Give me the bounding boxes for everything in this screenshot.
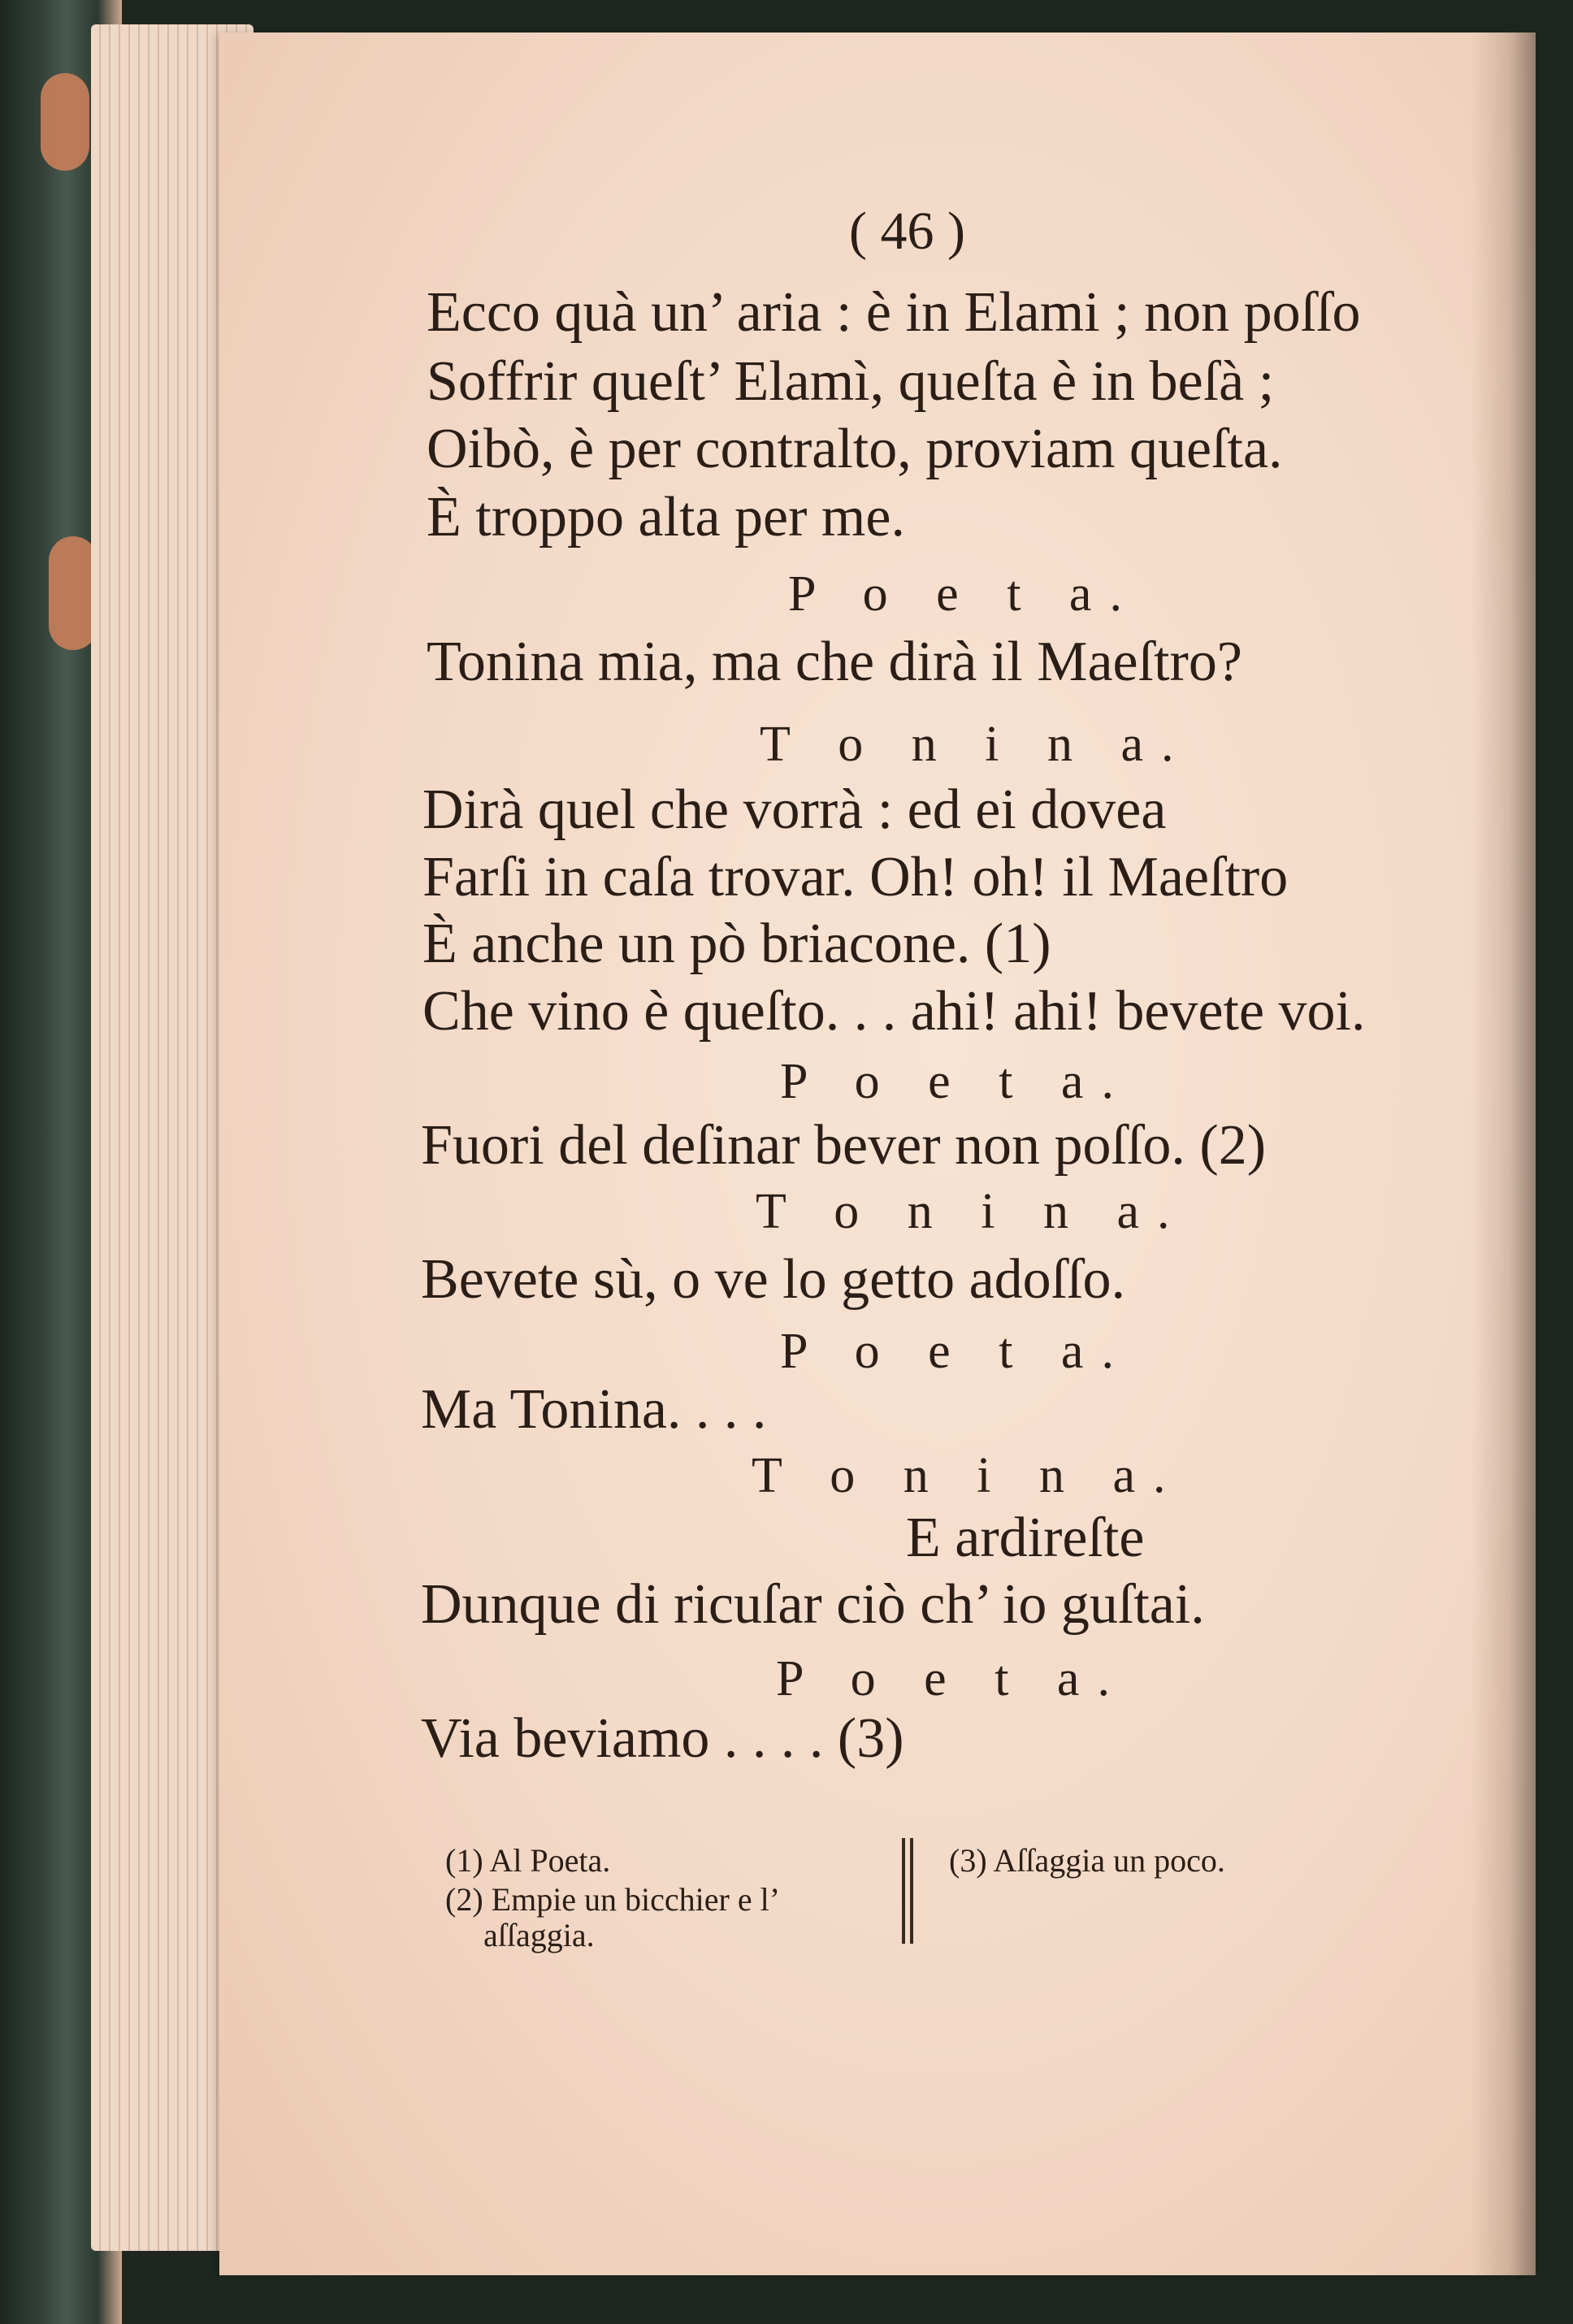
verse-line: Tonina mia, ma che dirà il Maeſtro? xyxy=(427,631,1242,693)
spine-wear-mark xyxy=(41,73,89,171)
footnote-divider xyxy=(910,1838,913,1944)
verse-line: Oibò, è per contralto, proviam queſta. xyxy=(427,418,1283,480)
verse-line: Ecco quà un’ aria : è in Elami ; non poſſo xyxy=(427,281,1361,344)
verse-line: Via beviamo . . . . (3) xyxy=(421,1707,904,1770)
footnote-divider xyxy=(902,1838,905,1944)
verse-line: È anche un pò briacone. (1) xyxy=(422,913,1051,975)
verse-line: È troppo alta per me. xyxy=(427,486,905,548)
footnote: (1) Al Poeta. xyxy=(445,1842,611,1879)
page-gutter-shadow xyxy=(1471,33,1536,2275)
speaker-name: P o e t a. xyxy=(780,1054,1132,1109)
verse-line: Ma Tonina. . . . xyxy=(421,1378,767,1441)
footnote: aſſaggia. xyxy=(483,1917,595,1953)
spine-wear-mark xyxy=(49,536,98,650)
verse-line: Bevete sù, o ve lo getto adoſſo. xyxy=(421,1248,1126,1311)
speaker-name: T o n i n a. xyxy=(752,1448,1184,1503)
speaker-name: P o e t a. xyxy=(780,1324,1132,1379)
verse-line: Dirà quel che vorrà : ed ei dovea xyxy=(422,778,1167,841)
speaker-name: T o n i n a. xyxy=(756,1184,1188,1239)
page-number: ( 46 ) xyxy=(849,202,965,261)
speaker-name: P o e t a. xyxy=(776,1651,1128,1706)
verse-line: Che vino è queſto. . . ahi! ahi! bevete voi. xyxy=(422,980,1366,1043)
footnote: (2) Empie un bicchier e l’ xyxy=(445,1881,781,1918)
speaker-name: P o e t a. xyxy=(788,566,1140,622)
verse-line: Farſi in caſa trovar. Oh! oh! il Maeſtro xyxy=(422,846,1289,908)
footnote: (3) Aſſaggia un poco. xyxy=(949,1842,1225,1879)
verse-line: E ardireſte xyxy=(906,1507,1145,1569)
verse-line: Fuori del deſinar bever non poſſo. (2) xyxy=(421,1114,1267,1177)
speaker-name: T o n i n a. xyxy=(760,717,1192,772)
verse-line: Soffrir queſt’ Elamì, queſta è in beſà ; xyxy=(427,350,1275,413)
verse-line: Dunque di ricuſar ciò ch’ io guſtai. xyxy=(421,1573,1205,1636)
